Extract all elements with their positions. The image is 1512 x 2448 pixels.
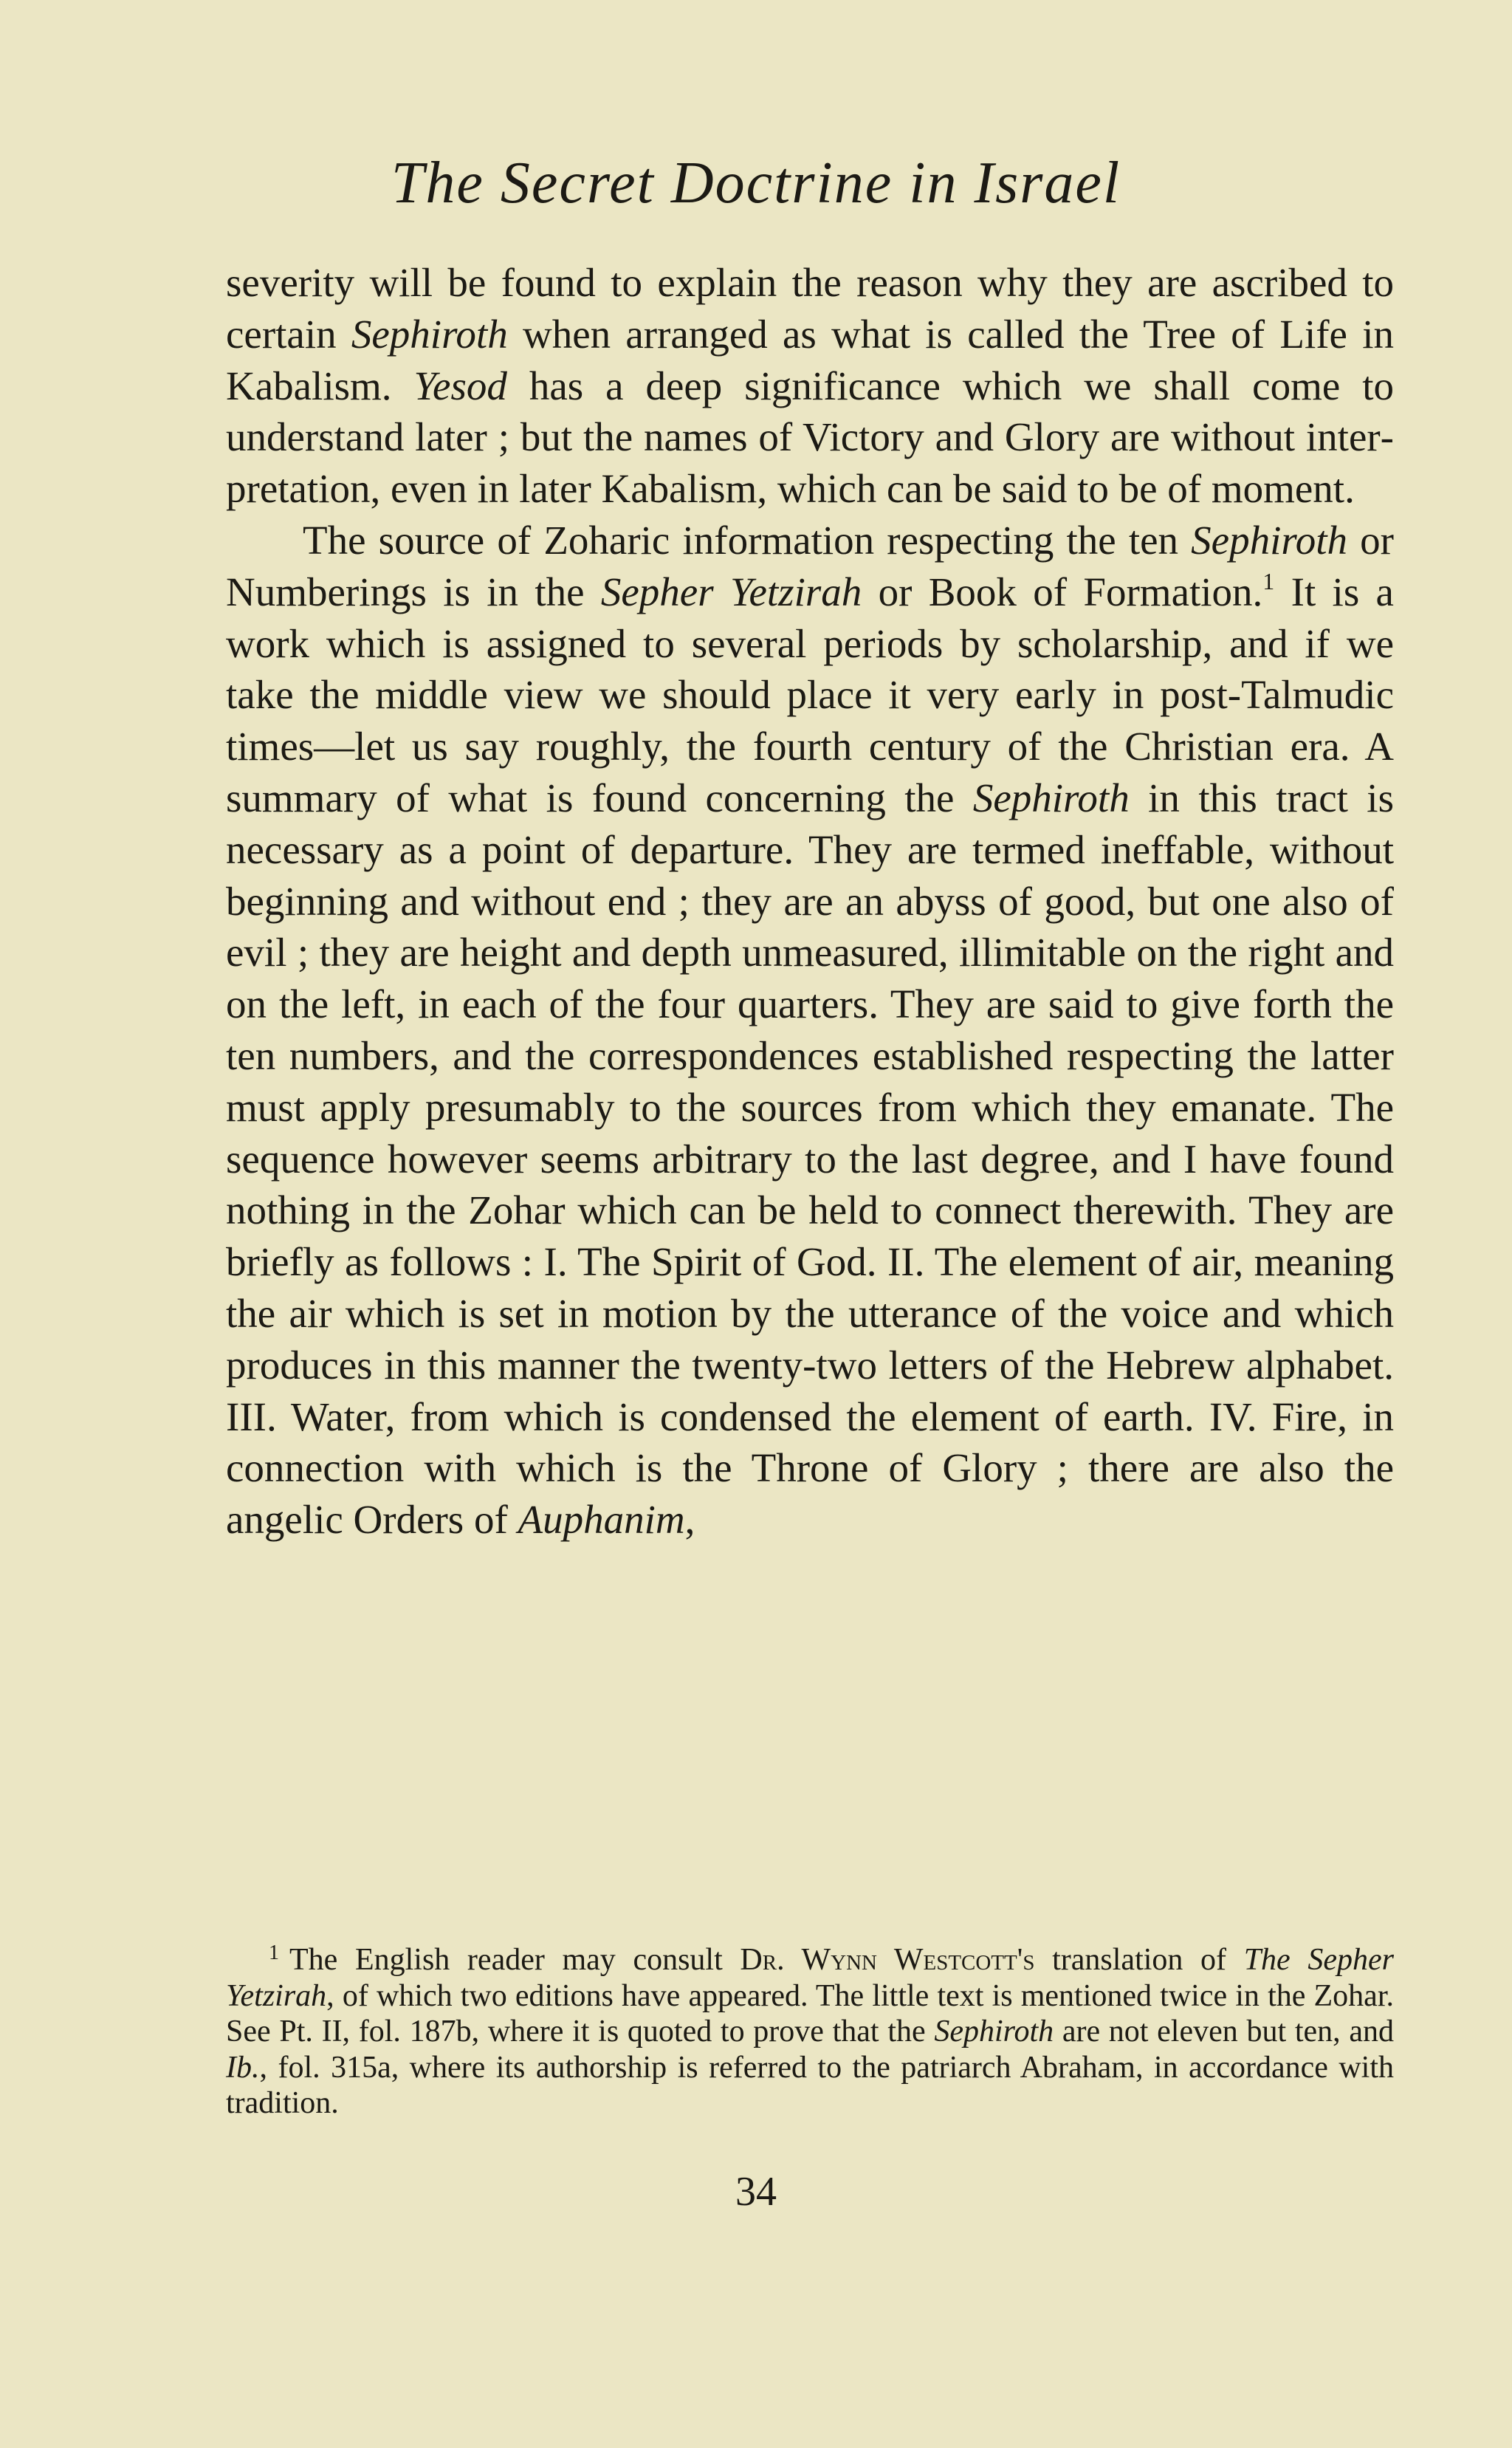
text-run: translation of [1034, 1943, 1244, 1977]
italic-term: Ib. [226, 2050, 260, 2085]
paragraph [226, 257, 1394, 515]
italic-term: Sephiroth [934, 2015, 1054, 2049]
text-run: , of which two editions have appeared. The little text is mentioned twice in the Zohar. See Pt. II, fol. 187b, where it is quoted to prove that the [226, 1978, 1394, 2049]
text-run: in this tract is necessary as a point of departure. They are termed ineffable, without beginning and without end ; they are an abyss of good, but one also of evil ; they are height and depth unmeasured, illimitable on the right and on the left, in each of the four quarters. They are said to give forth the ten numbers, and the correspondences established respecting the latter must apply presumably to the sources from which they emanate. The sequence however seems arbitrary to the last degree, and I have found nothing in the Zohar which can be held to connect therewith. They are briefly as follows : I. The Spirit of God. II. The element of air, meaning the air which is set in motion by the utterance of the voice and which produces in this manner the twenty-two letters of the Hebrew alphabet. III. Water, from which is condensed the element of earth. IV. Fire, in connection with which is the Throne of Glory ; there are also the angelic Orders of [226, 775, 1394, 1543]
text-run: are not eleven but ten, and [1054, 2015, 1395, 2049]
text-run: , [684, 1497, 695, 1543]
text-run: severity will be found to explain the reason why they are ascribed to certain [226, 260, 1394, 357]
text-run: The English reader may consult [289, 1943, 740, 1977]
italic-term: Auphanim [518, 1497, 685, 1543]
text-run: when arranged as what is called the Tree of Life in Kabalism. [226, 311, 1394, 408]
footnote-text [226, 1943, 1394, 2120]
italic-term: The Sepher Yetzirah [226, 1943, 1394, 2013]
text-run: or Numberings is in the [226, 517, 1394, 614]
italic-term: Sepher Yetzirah [600, 569, 862, 614]
footnote [226, 1942, 1394, 2122]
footnote-reference: 1 [1262, 567, 1275, 594]
text-run: has a deep significance which we shall come to understand later ; but the names of Victory and Glory are without interpretation, even in later Kabalism, which can be said to be of moment. [226, 363, 1394, 512]
italic-term: Sephiroth [1191, 517, 1348, 563]
italic-term: Sephiroth [351, 311, 508, 357]
author-name: Dr. Wynn Westcott's [740, 1943, 1035, 1977]
running-head: The Secret Doctrine in Israel [391, 151, 1121, 216]
italic-term: Sephiroth [972, 775, 1130, 820]
text-run: The source of Zoharic information respecting the ten [303, 517, 1192, 563]
page-number: 34 [735, 2169, 777, 2215]
body-text [226, 257, 1394, 1546]
text-run: It is a work which is assigned to several periods by scholarship, and if we take the middle view we should place it very early in post-Talmudic times—let us say roughly, the fourth century of the Christian era. A summary of what is found concerning the [226, 569, 1394, 820]
footnote-marker: 1 [269, 1941, 279, 1964]
text-run: , fol. 315a, where its authorship is referred to the patriarch Abraham, in accordance with tradition. [226, 2050, 1394, 2121]
paragraph [226, 515, 1394, 1546]
text-run: or Book of Formation. [862, 569, 1263, 614]
italic-term: Yesod [413, 363, 507, 408]
